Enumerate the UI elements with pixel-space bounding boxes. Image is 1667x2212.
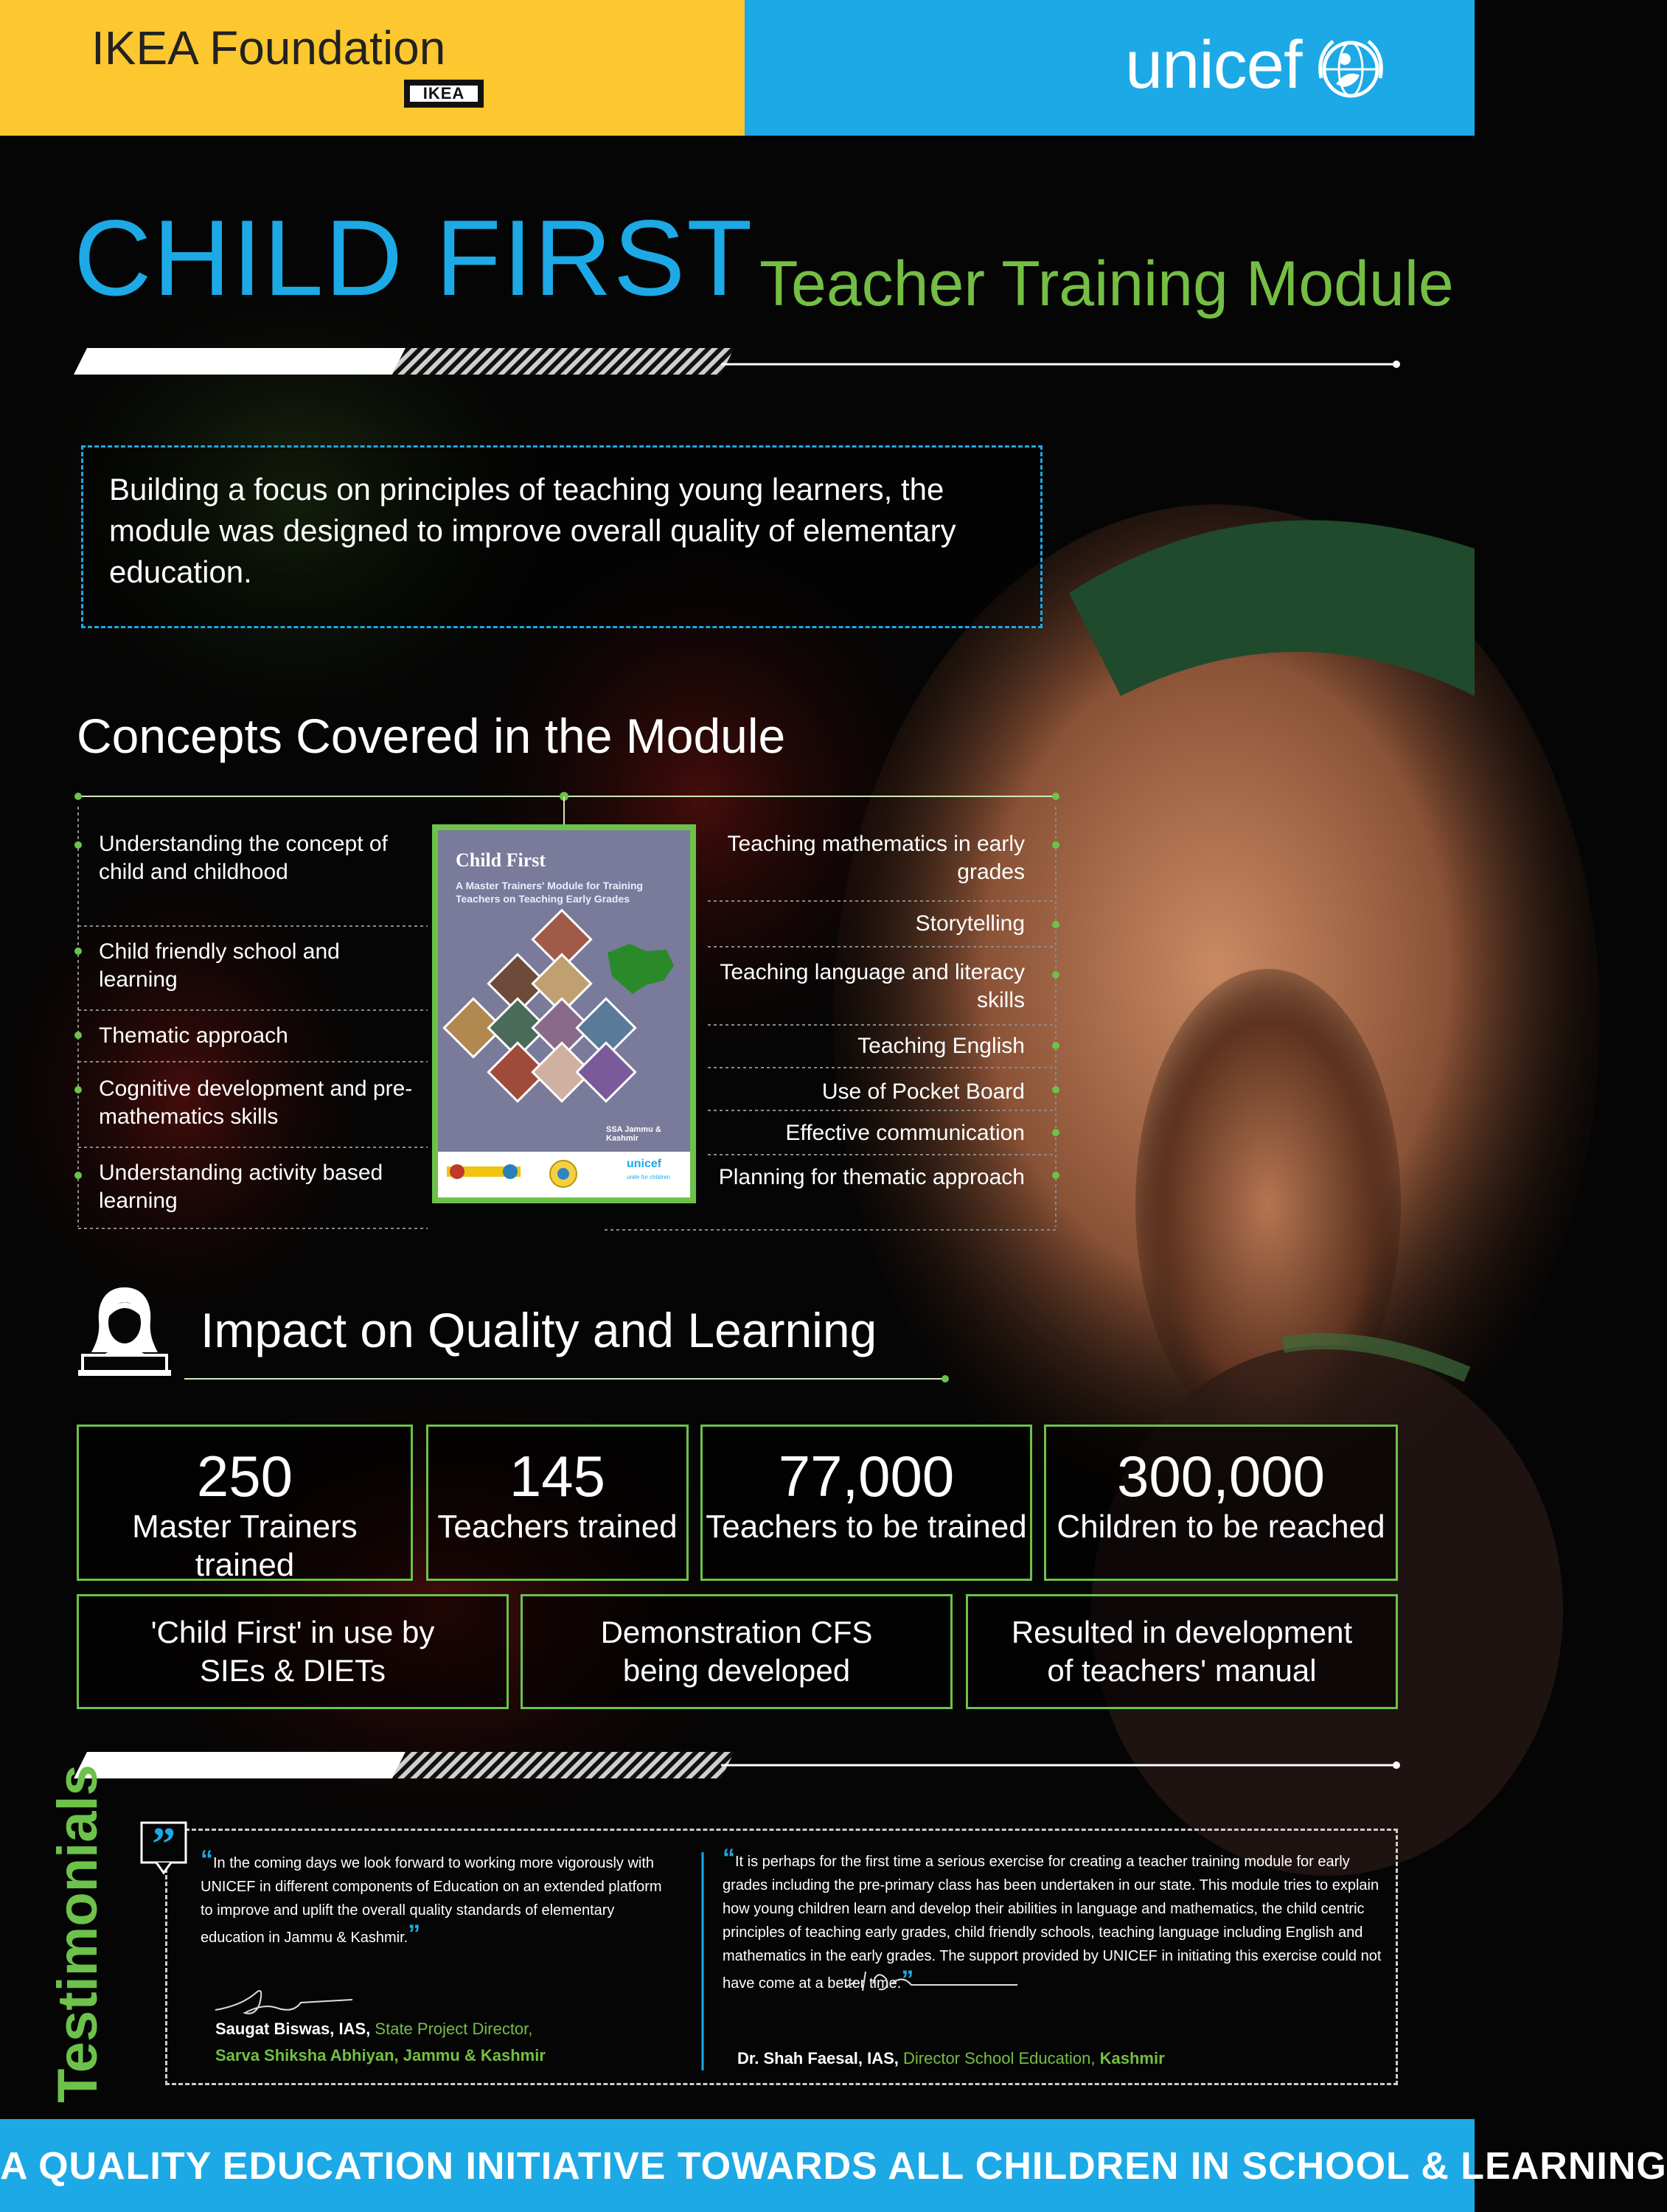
stat-label: Teachers trained <box>437 1509 678 1545</box>
close-quote-icon: ” <box>408 1920 421 1948</box>
testimonial-1-name: Saugat Biswas, IAS, <box>215 2020 371 2038</box>
testimonial-1-role: State Project Director, <box>375 2020 533 2038</box>
concept-right-6: Effective communication <box>785 1121 1025 1145</box>
stat-value: 250 <box>196 1444 293 1509</box>
ssa-logo-icon <box>447 1159 521 1189</box>
note-text: Demonstration CFS being developed <box>600 1615 873 1688</box>
testimonial-1-quote <box>201 1848 672 1950</box>
testimonial-2-quote-text: It is perhaps for the first time a serious exercise for creating a teacher training module for early grades including the pre-primary class has been undertaken in our state. This module tries to explain how young children learn and develop their abilities in language and mathematics, the child centric principles of teaching early grades, child friendly schools, teaching language including English and mathematics in the early grades. The support provided by UNICEF in initiating this exercise could not have come at a better time. <box>723 1854 1382 1992</box>
concepts-heading: Concepts Covered in the Module <box>77 709 786 763</box>
impact-underline <box>184 1371 951 1386</box>
concept-left-1: Understanding the concept of child and childhood <box>99 832 388 884</box>
stat-label: Master Trainers trained <box>132 1509 358 1583</box>
testimonials-divider <box>74 1752 1401 1781</box>
book-ssa-label: SSA Jammu & Kashmir <box>606 1125 661 1143</box>
note-teachers-manual <box>966 1594 1398 1709</box>
footer-tagline: A QUALITY EDUCATION INITIATIVE TOWARDS ALL CHILDREN IN SCHOOL & LEARNING <box>0 2145 1667 2188</box>
testimonial-separator <box>700 1852 705 2070</box>
intro-text: Building a focus on principles of teaching young learners, the module was designed to improve overall quality of elementary education. <box>109 472 956 589</box>
book-unicef-word: unicef <box>627 1158 662 1170</box>
close-quote-icon: ” <box>901 1966 914 1994</box>
testimonial-2-attribution <box>737 2045 1386 2072</box>
stat-label: Children to be reached <box>1057 1509 1385 1545</box>
stat-value: 300,000 <box>1117 1444 1325 1509</box>
book-photo-collage <box>453 908 681 1122</box>
concept-right-7: Planning for thematic approach <box>718 1165 1025 1189</box>
quote-bubble-icon <box>140 1818 187 1874</box>
unicef-logo-word: unicef <box>1125 27 1302 102</box>
module-book-cover <box>432 824 696 1203</box>
concept-left-4: Cognitive development and pre-mathematics skills <box>99 1077 413 1129</box>
impact-heading: Impact on Quality and Learning <box>201 1303 877 1357</box>
concept-left-3: Thematic approach <box>99 1023 288 1048</box>
concept-left-2: Child friendly school and learning <box>99 939 340 992</box>
note-child-first-in-use <box>77 1594 509 1709</box>
svg-text:”: ” <box>152 1818 175 1870</box>
book-title: Child First <box>456 849 546 871</box>
concept-right-3: Teaching language and literacy skills <box>720 960 1025 1012</box>
stat-teachers-to-be-trained <box>700 1425 1032 1581</box>
note-text: 'Child First' in use by SIEs & DIETs <box>150 1615 435 1688</box>
ikea-foundation-title: IKEA Foundation <box>91 21 446 74</box>
book-footer-strip <box>438 1152 690 1197</box>
testimonial-1-quote-text: In the coming days we look forward to working more vigorously with UNICEF in different components of Education on an extended platform to improve and uplift the overall quality standards of elementary education in Jammu & Kashmir. <box>201 1855 662 1946</box>
testimonial-2-org: Kashmir <box>1099 2049 1165 2067</box>
stat-value: 77,000 <box>778 1444 955 1509</box>
title-divider <box>74 348 1401 378</box>
sub-title: Teacher Training Module <box>759 248 1454 319</box>
signature-saugat-biswas <box>212 1983 360 2020</box>
note-demonstration-cfs <box>521 1594 953 1709</box>
testimonials-label: Testimonials <box>46 1764 109 2103</box>
stat-children-to-be-reached <box>1044 1425 1398 1581</box>
concept-right-4: Teaching English <box>857 1034 1025 1058</box>
teacher-laptop-icon <box>78 1283 171 1379</box>
testimonial-2-name: Dr. Shah Faesal, IAS, <box>737 2049 899 2067</box>
concept-left-5: Understanding activity based learning <box>99 1161 383 1213</box>
stat-label: Teachers to be trained <box>706 1509 1027 1545</box>
unicef-emblem-icon <box>1314 32 1388 106</box>
ikea-logo-text: IKEA <box>410 86 478 102</box>
concept-right-5: Use of Pocket Board <box>821 1079 1025 1104</box>
open-quote-icon: “ <box>723 1844 735 1872</box>
ikea-logo <box>404 80 484 108</box>
signature-shah-faesal <box>841 1961 1025 1998</box>
note-text: Resulted in development of teachers' manual <box>1011 1615 1353 1688</box>
jk-emblem-icon <box>549 1158 578 1190</box>
stat-master-trainers <box>77 1425 413 1581</box>
book-subtitle: A Master Trainers' Module for Training Teachers on Teaching Early Grades <box>456 880 644 905</box>
stat-value: 145 <box>509 1444 606 1509</box>
testimonial-1-attribution <box>215 2016 687 2069</box>
open-quote-icon: “ <box>201 1846 213 1874</box>
concept-right-2: Storytelling <box>915 911 1025 936</box>
book-unicef-tagline: unite for children <box>627 1174 671 1180</box>
testimonial-1-org: Sarva Shiksha Abhiyan, Jammu & Kashmir <box>215 2046 546 2065</box>
concept-right-1: Teaching mathematics in early grades <box>727 832 1025 884</box>
testimonial-2-quote <box>723 1846 1386 1995</box>
main-title: CHILD FIRST <box>74 198 754 318</box>
stat-teachers-trained <box>426 1425 689 1581</box>
testimonial-2-role: Director School Education, <box>903 2049 1096 2067</box>
